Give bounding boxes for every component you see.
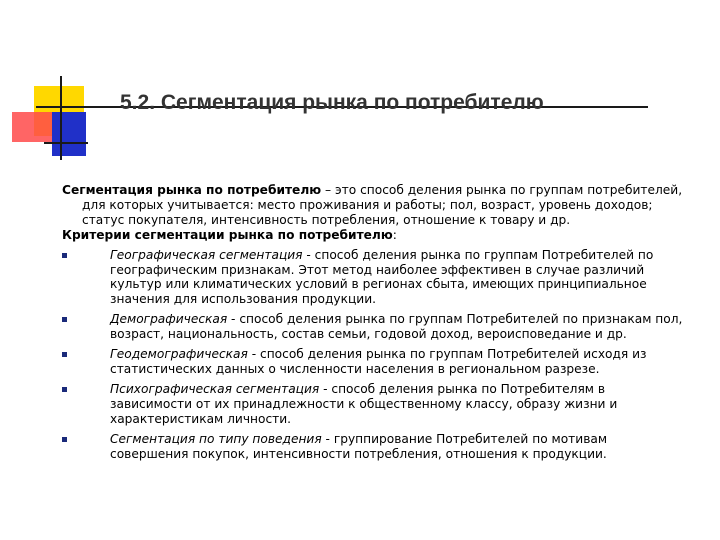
list-item [62,432,687,462]
decor-red-square [12,112,54,142]
list-item [62,248,687,308]
decor-vertical-line [60,76,62,160]
square-bullet-icon [62,352,67,357]
criteria-heading [62,228,687,243]
item-term: Географическая сегментация [110,247,303,262]
item-text: - способ деления рынка по группам Потребителей по признакам пол, возраст, национальность, состав семьи, годовой доход, вероисповедание и др. [110,312,683,342]
criteria-list [62,248,687,462]
definition-term: Сегментация рынка по потребителю [62,183,322,197]
list-item [62,382,687,427]
item-term: Сегментация по типу поведения [110,431,322,446]
item-text: - способ деления рынка по группам Потребителей по географическим признакам. Этот метод наиболее эффективен в случае различий культур или климатических условий в регионах сбыта, имеющих принципиальное значения для использования продукции. [110,247,654,307]
square-bullet-icon [62,387,67,392]
criteria-colon: : [392,227,397,242]
square-bullet-icon [62,437,67,442]
item-text: - группирование Потребителей по мотивам совершения покупок, интенсивности потребления, отношения к продукции. [110,431,608,461]
square-bullet-icon [62,253,67,258]
item-term: Демографическая [110,312,228,327]
item-text: - способ деления рынка по группам Потребителей исходя из статистических данных о численности населения в региональном разрезе. [110,347,647,376]
slide-body [62,183,687,461]
decor-short-line [44,142,88,144]
item-term: Психографическая сегментация [110,381,320,396]
decor-blue-square [52,112,86,156]
definition-paragraph [62,183,687,228]
list-item [62,312,687,342]
square-bullet-icon [62,317,67,322]
definition-text: – это способ деления рынка по группам потребителей, для которых учитывается: место проживания и работы; пол, возраст, уровень доходов; статус покупателя, интенсивность потребления, отношение к товару и др. [82,183,683,227]
item-term: Геодемографическая [110,347,248,362]
list-item [62,347,687,377]
criteria-label: Критерии сегментации рынка по потребителю [62,227,393,242]
slide-title: 5.2. Сегментация рынка по потребителю [120,91,544,114]
item-text: - способ деления рынка по Потребителям в зависимости от их принадлежности к общественному классу, образу жизни и характеристикам личности. [110,381,618,426]
